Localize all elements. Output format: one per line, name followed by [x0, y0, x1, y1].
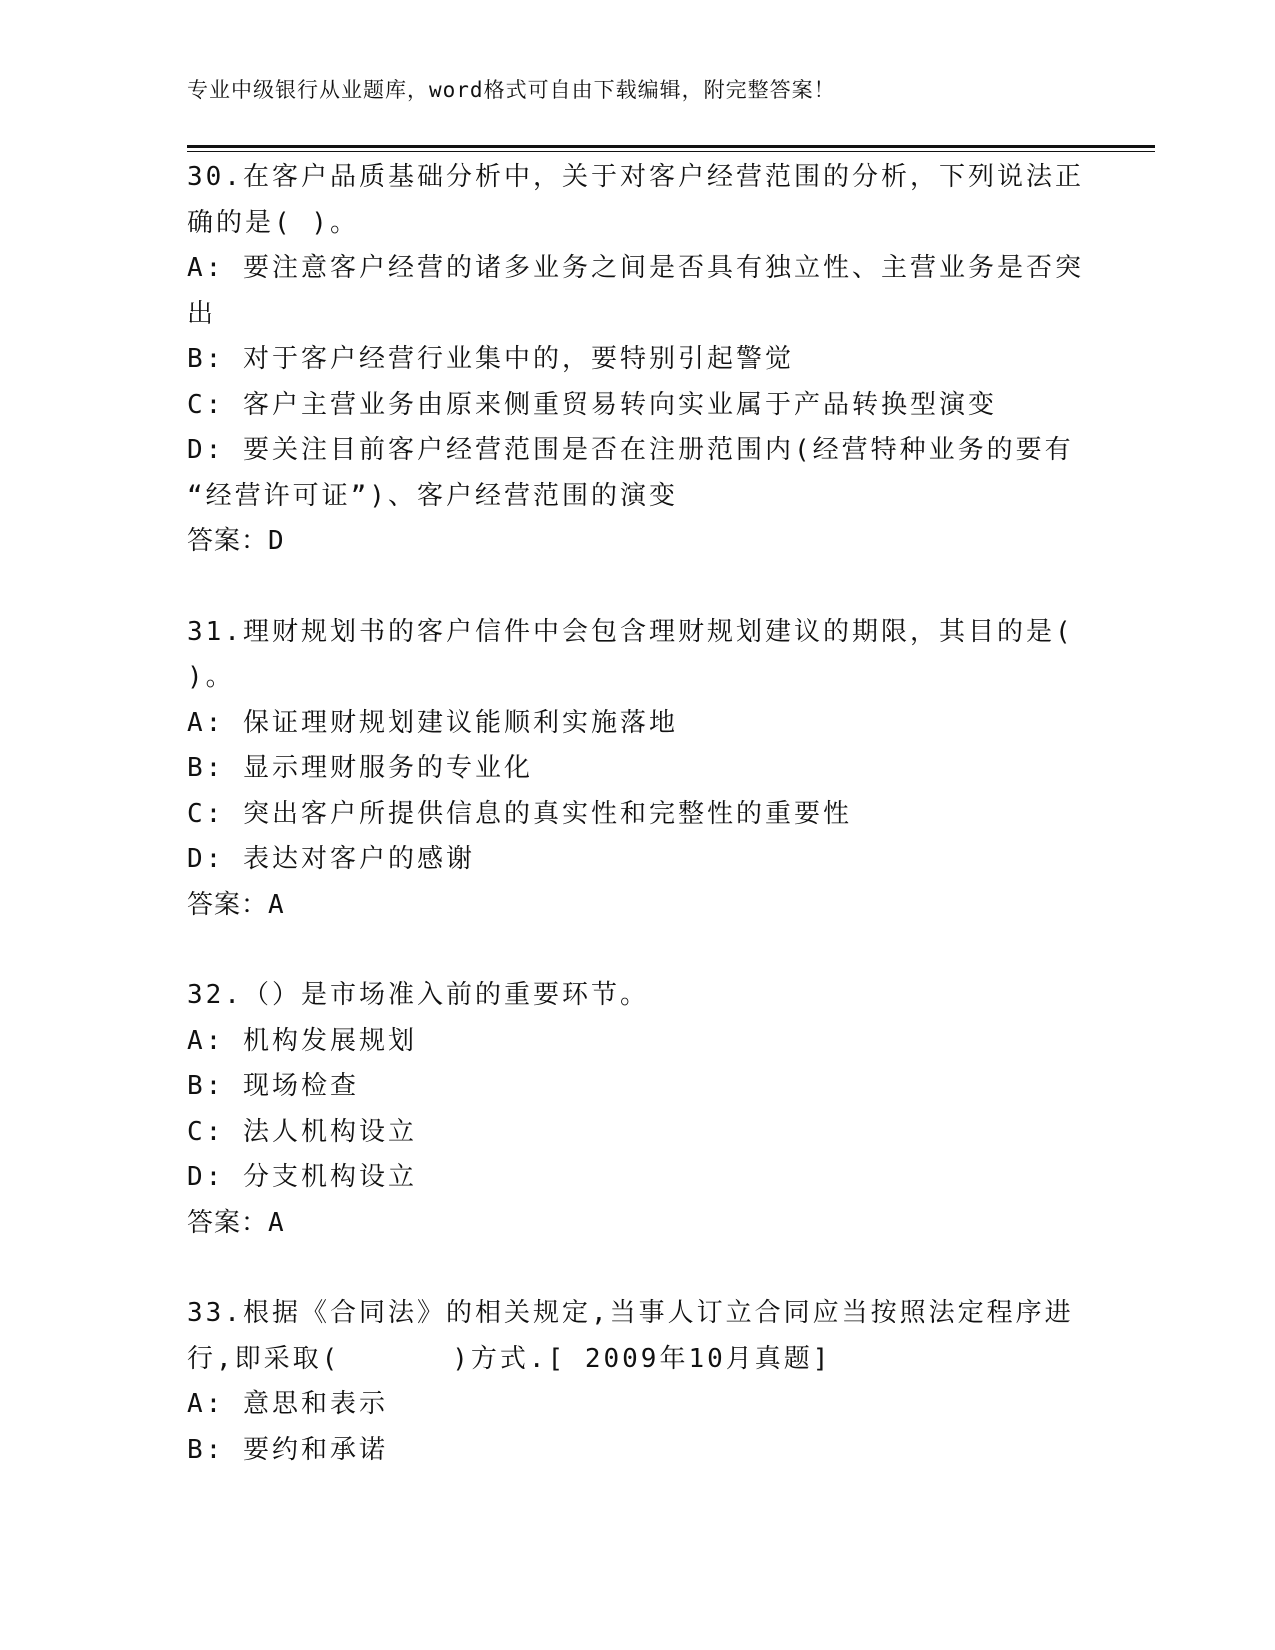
- option-b: B: 对于客户经营行业集中的，要特别引起警觉: [187, 344, 794, 374]
- option-b: B: 现场检查: [187, 1071, 359, 1101]
- option-c: C: 客户主营业务由原来侧重贸易转向实业属于产品转换型演变: [187, 389, 997, 420]
- answer-line: [187, 883, 1087, 929]
- option-a: A: 机构发展规划: [187, 1025, 417, 1056]
- option-a: A: 要注意客户经营的诸多业务之间是否具有独立性、主营业务是否突: [187, 253, 1084, 283]
- question-31: [187, 610, 1087, 929]
- answer-line: [187, 519, 1087, 565]
- question-text: 行,即采取( )方式.[ 2009年10月真题]: [187, 1343, 832, 1374]
- question-text: 30.在客户品质基础分析中，关于对客户经营范围的分析，下列说法正: [187, 162, 1084, 192]
- option-c: C: 突出客户所提供信息的真实性和完整性的重要性: [187, 798, 852, 829]
- answer-line: [187, 1201, 1087, 1247]
- question-text: 31.理财规划书的客户信件中会包含理财规划建议的期限，其目的是(: [187, 616, 1074, 647]
- option-d: D: 分支机构设立: [187, 1162, 417, 1192]
- question-text: )。: [187, 662, 235, 692]
- question-30: [187, 155, 1087, 565]
- option-a: A: 意思和表示: [187, 1389, 388, 1419]
- option-d: D: 要关注目前客户经营范围是否在注册范围内(经营特种业务的要有: [187, 435, 1074, 465]
- header-divider-thick: [187, 145, 1155, 148]
- option-a: A: 保证理财规划建议能顺利实施落地: [187, 707, 678, 738]
- header-divider-thin: [187, 151, 1155, 152]
- answer-label: 答案：: [187, 889, 269, 920]
- question-list: [187, 155, 1087, 1518]
- answer-label: 答案：: [187, 1207, 269, 1238]
- option-b: B: 显示理财服务的专业化: [187, 753, 533, 783]
- option-b: B: 要约和承诺: [187, 1434, 388, 1465]
- answer-value: A: [268, 889, 285, 920]
- question-text: 33.根据《合同法》的相关规定,当事人订立合同应当按照法定程序进: [187, 1298, 1074, 1328]
- answer-value: D: [268, 526, 285, 556]
- answer-value: A: [268, 1207, 285, 1238]
- option-a-continued: 出: [187, 298, 217, 329]
- question-32: [187, 973, 1087, 1246]
- page-header: 专业中级银行从业题库，word格式可自由下载编辑，附完整答案！: [187, 78, 836, 102]
- question-33: [187, 1291, 1087, 1473]
- answer-label: 答案：: [187, 526, 269, 556]
- option-c: C: 法人机构设立: [187, 1116, 417, 1147]
- question-text: 确的是( )。: [187, 207, 359, 238]
- option-d: D: 表达对客户的感谢: [187, 844, 475, 874]
- question-text: 32.（）是市场准入前的重要环节。: [187, 980, 649, 1010]
- option-d-continued: “经营许可证”)、客户经营范围的演变: [187, 480, 678, 511]
